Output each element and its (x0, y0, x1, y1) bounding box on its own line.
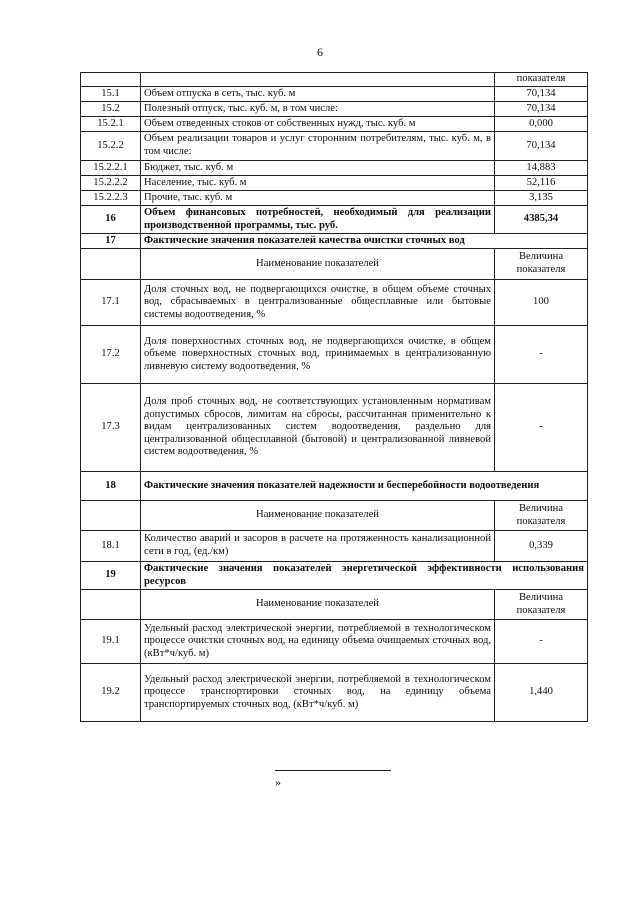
column-header-value: Величина показателя (495, 501, 588, 531)
table-row-financial-needs (81, 206, 588, 234)
column-header-row (81, 249, 588, 280)
column-header-value: Величина показателя (495, 249, 588, 280)
header-cell-empty (81, 501, 141, 531)
column-header-name: Наименование показателей (141, 249, 495, 280)
section-number: 19 (81, 562, 141, 590)
table-row (81, 384, 588, 472)
table-row (81, 620, 588, 664)
header-cell-empty (81, 73, 141, 87)
column-header-row (81, 501, 588, 531)
row-name: Доля сточных вод, не подвергающихся очистке, в общем объеме сточных вод, сбрасываемых в централизованные общесплавные или бытовые системы водоотведения, % (141, 280, 495, 326)
row-name: Бюджет, тыс. куб. м (141, 161, 495, 176)
header-value-cont: показателя (495, 73, 588, 87)
row-number: 15.2.2 (81, 132, 141, 161)
row-value: 1,440 (495, 664, 588, 722)
row-name: Количество аварий и засоров в расчете на протяженность канализационной сети в год, (ед./км) (141, 531, 495, 562)
header-cell-empty (81, 590, 141, 620)
closing-quote: » (275, 775, 281, 789)
table-row (81, 132, 588, 161)
closing-signature-line (275, 760, 395, 790)
row-value: 3,135 (495, 191, 588, 206)
row-number: 15.2 (81, 102, 141, 117)
row-number: 19.2 (81, 664, 141, 722)
table-row (81, 326, 588, 384)
row-number: 15.2.1 (81, 117, 141, 132)
table-header-continuation (81, 73, 588, 87)
column-header-name: Наименование показателей (141, 501, 495, 531)
row-value: 52,116 (495, 176, 588, 191)
row-value: 70,134 (495, 132, 588, 161)
underline-rule (275, 762, 391, 771)
row-name: Объем отпуска в сеть, тыс. куб. м (141, 87, 495, 102)
row-number: 17.2 (81, 326, 141, 384)
row-number: 17.1 (81, 280, 141, 326)
table-row (81, 280, 588, 326)
section-number: 17 (81, 234, 141, 249)
table-row (81, 102, 588, 117)
header-cell-empty (141, 73, 495, 87)
row-value: - (495, 326, 588, 384)
row-number: 15.2.2.1 (81, 161, 141, 176)
row-name: Население, тыс. куб. м (141, 176, 495, 191)
row-value: 0,339 (495, 531, 588, 562)
row-value: - (495, 384, 588, 472)
table-row (81, 161, 588, 176)
row-value: - (495, 620, 588, 664)
row-number: 15.1 (81, 87, 141, 102)
table-row (81, 191, 588, 206)
section-title: Фактические значения показателей качества очистки сточных вод (141, 234, 588, 249)
table-row (81, 176, 588, 191)
section-title: Фактические значения показателей энергетической эффективности использования ресурсов (141, 562, 588, 590)
table-row (81, 664, 588, 722)
row-name: Доля поверхностных сточных вод, не подвергающихся очистке, в общем объеме поверхностных сточных вод, принимаемых в централизованную ливневую систему водоотведения, % (141, 326, 495, 384)
row-name: Доля проб сточных вод, не соответствующих установленным нормативам допустимых сбросов, лимитам на сбросы, рассчитанная применительно к видам централизованных систем водоотведения, раздельно для централизованной общесплавной (бытовой) и централизованной ливневой систем водоотведения, % (141, 384, 495, 472)
row-name: Объем отведенных стоков от собственных нужд, тыс. куб. м (141, 117, 495, 132)
column-header-value: Величина показателя (495, 590, 588, 620)
table-row (81, 531, 588, 562)
row-number: 15.2.2.3 (81, 191, 141, 206)
table-row (81, 117, 588, 132)
indicators-table (80, 72, 588, 722)
row-name: Полезный отпуск, тыс. куб. м, в том числе: (141, 102, 495, 117)
row-number: 18.1 (81, 531, 141, 562)
row-value: 14,883 (495, 161, 588, 176)
row-number: 17.3 (81, 384, 141, 472)
row-value: 4385,34 (495, 206, 588, 234)
row-name: Объем реализации товаров и услуг сторонним потребителям, тыс. куб. м, в том числе: (141, 132, 495, 161)
column-header-row (81, 590, 588, 620)
row-name: Удельный расход электрической энергии, потребляемой в технологическом процессе очистки сточных вод, на единицу объема очищаемых сточных вод, (кВт*ч/куб. м) (141, 620, 495, 664)
column-header-name: Наименование показателей (141, 590, 495, 620)
row-name: Объем финансовых потребностей, необходимый для реализации производственной программы, тыс. руб. (141, 206, 495, 234)
section-header (81, 562, 588, 590)
section-number: 18 (81, 472, 141, 501)
table-row (81, 87, 588, 102)
row-value: 100 (495, 280, 588, 326)
row-name: Удельный расход электрической энергии, потребляемой в технологическом процессе транспортировки сточных вод, на единицу объема транспортируемых сточных вод, (кВт*ч/куб. м) (141, 664, 495, 722)
section-header (81, 472, 588, 501)
header-cell-empty (81, 249, 141, 280)
row-number: 16 (81, 206, 141, 234)
section-title: Фактические значения показателей надежности и бесперебойности водоотведения (141, 472, 588, 501)
row-value: 70,134 (495, 102, 588, 117)
section-header (81, 234, 588, 249)
row-name: Прочие, тыс. куб. м (141, 191, 495, 206)
row-value: 0,000 (495, 117, 588, 132)
page-number: 6 (317, 45, 323, 59)
row-number: 19.1 (81, 620, 141, 664)
row-number: 15.2.2.2 (81, 176, 141, 191)
row-value: 70,134 (495, 87, 588, 102)
